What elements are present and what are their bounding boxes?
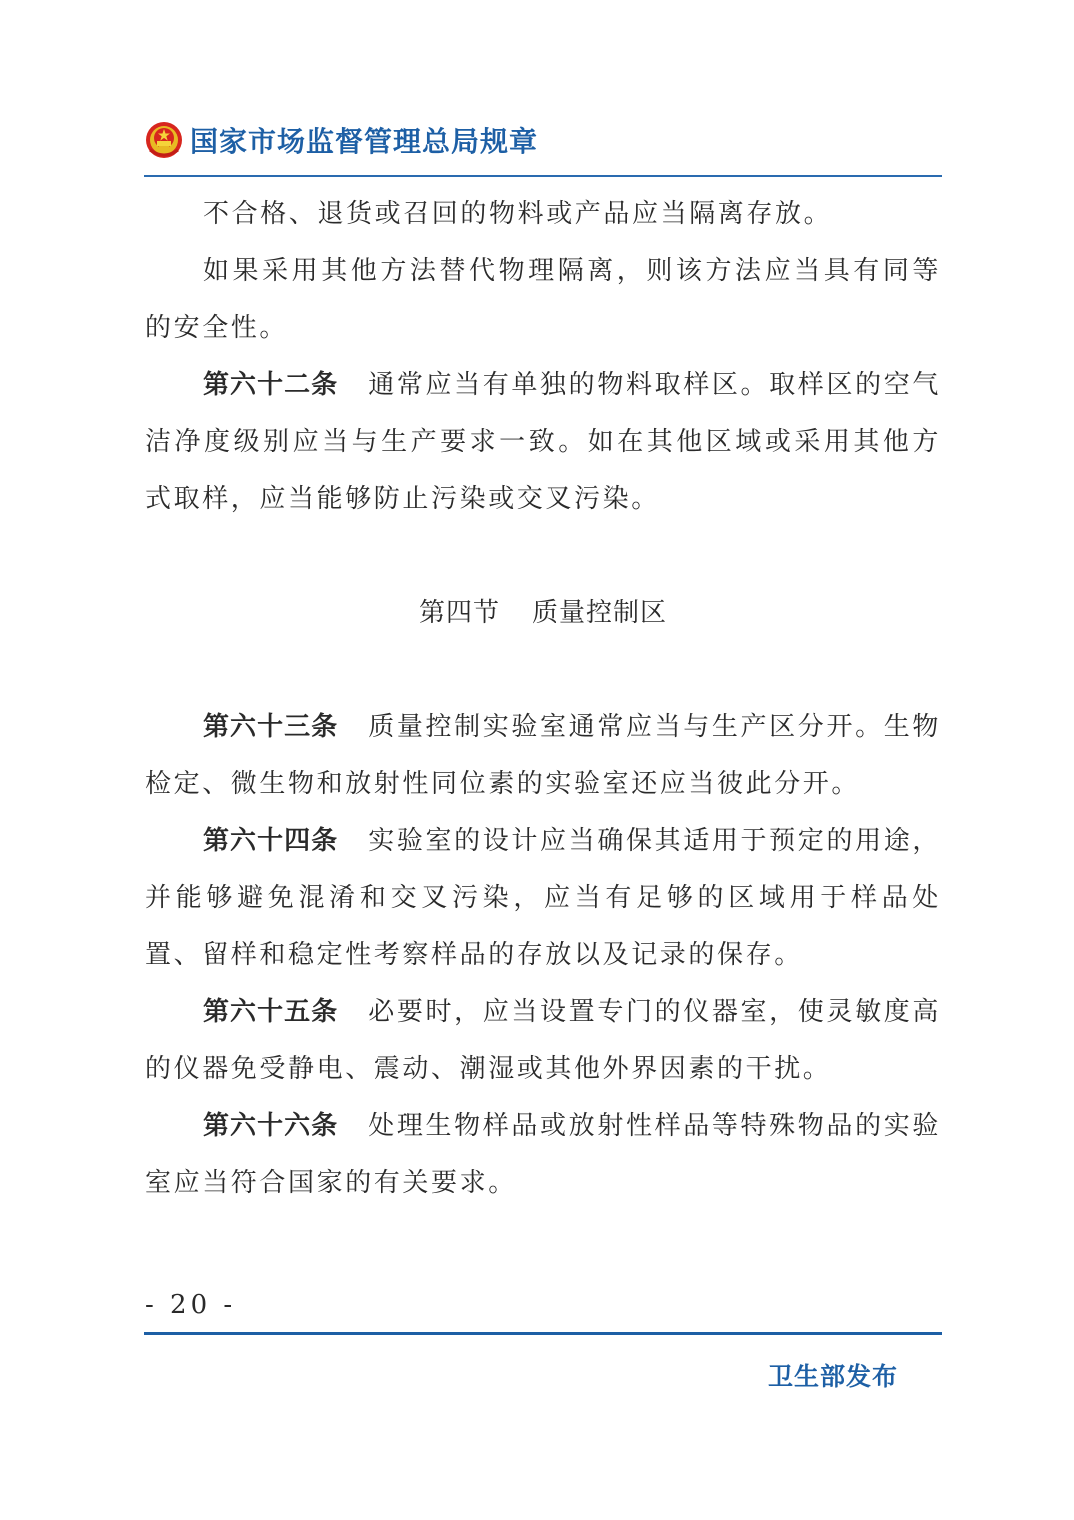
article-number: 第六十六条 [203, 1111, 339, 1141]
article-number: 第六十五条 [203, 997, 339, 1027]
paragraph-text: 不合格、退货或召回的物料或产品应当隔离存放。 [203, 199, 833, 229]
page-number: - 20 - [145, 1290, 237, 1320]
page-header [144, 114, 538, 166]
article-text: 质量控制实验室通常应当与生产区分开。生物检定、微生物和放射性同位素的实验室还应当彼此分开。 [145, 712, 941, 799]
section-title: 质量控制区 [532, 598, 668, 628]
footer-divider [144, 1332, 942, 1335]
paragraph [145, 243, 941, 357]
section-heading [145, 585, 941, 642]
national-emblem-icon [144, 120, 184, 160]
article-paragraph [145, 984, 941, 1098]
article-text: 必要时，应当设置专门的仪器室，使灵敏度高的仪器免受静电、震动、潮湿或其他外界因素的干扰。 [145, 997, 941, 1084]
header-divider [144, 175, 942, 177]
article-text: 处理生物样品或放射性样品等特殊物品的实验室应当符合国家的有关要求。 [145, 1111, 941, 1198]
article-paragraph [145, 813, 941, 984]
paragraph [145, 186, 941, 243]
article-number: 第六十二条 [203, 370, 339, 400]
article-text: 通常应当有单独的物料取样区。取样区的空气洁净度级别应当与生产要求一致。如在其他区域或采用其他方式取样，应当能够防止污染或交叉污染。 [145, 370, 941, 514]
article-text: 实验室的设计应当确保其适用于预定的用途，并能够避免混淆和交叉污染，应当有足够的区域用于样品处置、留样和稳定性考察样品的存放以及记录的保存。 [145, 826, 941, 970]
document-body [145, 186, 941, 1212]
article-number: 第六十三条 [203, 712, 339, 742]
publisher-label: 卫生部发布 [767, 1362, 898, 1391]
paragraph-text: 如果采用其他方法替代物理隔离，则该方法应当具有同等的安全性。 [145, 256, 941, 343]
article-paragraph [145, 357, 941, 528]
article-number: 第六十四条 [203, 826, 339, 856]
header-title: 国家市场监督管理总局规章 [190, 125, 539, 158]
article-paragraph [145, 699, 941, 813]
section-label: 第四节 [418, 598, 500, 628]
article-paragraph [145, 1098, 941, 1212]
